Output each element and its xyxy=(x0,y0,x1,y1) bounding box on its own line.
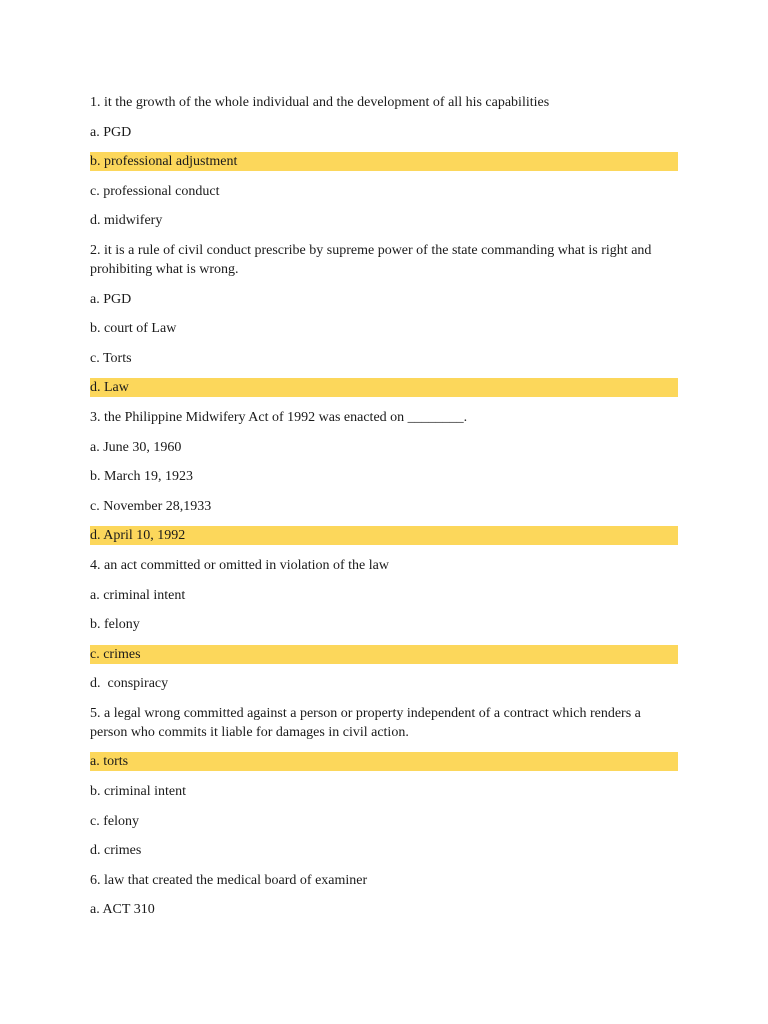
answer-option: b. felony xyxy=(90,617,140,633)
answer-option: a. June 30, 1960 xyxy=(90,439,182,455)
question-text: 1. it the growth of the whole individual and the development of all his capabilities xyxy=(90,95,550,110)
answer-option: c. November 28,1933 xyxy=(90,498,212,514)
answer-option: b. court of Law xyxy=(90,321,177,337)
answer-option-highlighted: b. professional adjustment xyxy=(90,152,678,171)
question-text: 4. an act committed or omitted in violation of the law xyxy=(90,557,389,573)
answer-option: a. criminal intent xyxy=(90,587,186,603)
answer-option-highlighted: a. torts xyxy=(90,752,678,771)
answer-option-highlighted: d. April 10, 1992 xyxy=(90,526,678,545)
answer-option: c. Torts xyxy=(90,350,132,366)
question-text: 2. it is a rule of civil conduct prescribe by supreme power of the state commanding what is right and prohibiting what is wrong. xyxy=(90,242,655,277)
answer-option: d. conspiracy xyxy=(90,676,169,692)
question-text: 6. law that created the medical board of examiner xyxy=(90,872,368,888)
answer-option: a. ACT 310 xyxy=(90,902,155,918)
question-text: 5. a legal wrong committed against a person or property independent of a contract which renders a person who commits it liable for damages in civil action. xyxy=(90,705,645,740)
answer-option-highlighted: c. crimes xyxy=(90,645,678,664)
question-text: 3. the Philippine Midwifery Act of 1992 was enacted on ________. xyxy=(90,409,468,425)
document-body xyxy=(90,93,678,930)
answer-option: b. March 19, 1923 xyxy=(90,469,194,485)
answer-option: d. midwifery xyxy=(90,213,163,229)
answer-option: d. crimes xyxy=(90,843,142,859)
answer-option: b. criminal intent xyxy=(90,784,187,800)
answer-option: a. PGD xyxy=(90,124,132,140)
answer-option: a. PGD xyxy=(90,291,132,307)
answer-option: c. felony xyxy=(90,813,139,829)
answer-option: c. professional conduct xyxy=(90,183,220,199)
answer-option-highlighted: d. Law xyxy=(90,378,678,397)
